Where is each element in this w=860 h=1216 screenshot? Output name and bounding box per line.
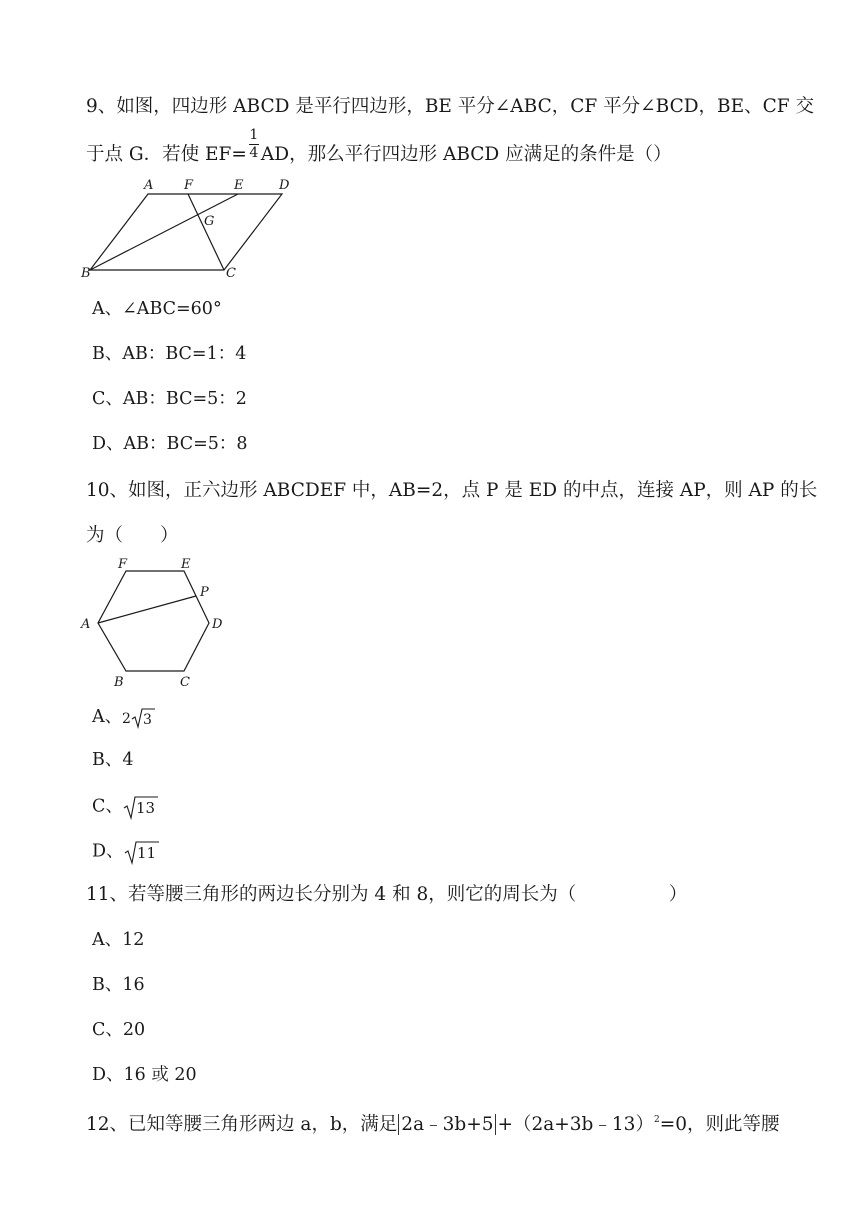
- q10-option-d-radical: [124, 839, 160, 865]
- q10-hexagon-ABCDEF: [98, 571, 209, 671]
- q10-option-d: [92, 839, 160, 865]
- q10-label-B: B: [114, 675, 124, 690]
- q10-option-a: [92, 705, 156, 730]
- q10-label-A: A: [81, 617, 91, 632]
- q9-label-F: F: [184, 178, 194, 193]
- q12-stem-end: =0，则此等腰: [659, 1114, 780, 1135]
- q9-label-C: C: [226, 266, 236, 280]
- q10-hexagon-figure: [76, 552, 236, 694]
- svg-text:2: 2: [122, 710, 132, 727]
- q11-stem: 11、若等腰三角形的两边长分别为 4 和 8，则它的周长为（ ）: [86, 884, 688, 905]
- q10-segment-AP: [98, 596, 196, 623]
- q11-option-a: A、12: [92, 930, 145, 950]
- q10-option-a-radical: [122, 706, 156, 730]
- q10-option-d-prefix: D、: [92, 841, 124, 862]
- q9-fraction-one-quarter: [248, 127, 260, 167]
- q12-stem-middle: +（2a+3b﹣13）: [497, 1114, 654, 1135]
- q11-option-c: C、20: [92, 1020, 146, 1040]
- q9-label-E: E: [234, 178, 244, 193]
- q10-label-D: D: [212, 617, 223, 632]
- q10-option-b: [92, 748, 134, 772]
- q11-option-d: D、16 或 20: [92, 1065, 197, 1085]
- q12-stem-line1: [86, 1108, 779, 1137]
- q9-label-D: D: [279, 178, 290, 193]
- q9-parallelogram-ABCD: [90, 194, 282, 270]
- q9-fraction-denominator: 4: [249, 145, 259, 161]
- q9-option-c: C、AB：BC=5：2: [92, 389, 247, 409]
- q9-option-a: A、∠ABC=60°: [92, 299, 222, 319]
- q11-option-b: B、16: [92, 975, 145, 995]
- q9-stem-line2: [86, 127, 672, 167]
- q9-fraction-numerator: 1: [249, 127, 259, 143]
- q10-option-c-radical: [123, 794, 159, 820]
- q12-absolute-value: 2a﹣3b+5: [398, 1114, 496, 1135]
- q10-label-E: E: [181, 557, 191, 572]
- q10-stem-line2: 为（ ）: [86, 525, 179, 546]
- q10-label-F: F: [118, 557, 128, 572]
- q10-option-b-prefix: B、: [92, 750, 123, 770]
- q9-option-b: B、AB：BC=1：4: [92, 344, 247, 364]
- q12-exponent: 2: [653, 1115, 660, 1125]
- q9-stem-line1: 9、如图，四边形 ABCD 是平行四边形，BE 平分∠ABC，CF 平分∠BCD，BE、CF 交: [86, 96, 815, 117]
- q10-option-c: [92, 794, 159, 820]
- q9-label-A: A: [144, 178, 154, 193]
- svg-text:11: 11: [136, 844, 156, 862]
- q12-stem-start: 12、已知等腰三角形两边 a，b，满足: [86, 1114, 398, 1135]
- q9-stem-line2-start: 于点 G．若使 EF=: [86, 144, 247, 165]
- svg-text:3: 3: [143, 711, 153, 728]
- q10-option-a-prefix: A、: [92, 707, 123, 727]
- q9-stem-line2-end: AD，那么平行四边形 ABCD 应满足的条件是（）: [260, 144, 672, 165]
- q9-parallelogram-figure: [76, 174, 296, 280]
- svg-text:13: 13: [135, 799, 155, 817]
- q9-label-B: B: [81, 266, 91, 280]
- q9-option-d: D、AB：BC=5：8: [92, 434, 248, 454]
- q10-label-C: C: [180, 675, 190, 690]
- q10-label-P: P: [200, 585, 209, 600]
- q10-stem-line1: 10、如图，正六边形 ABCDEF 中，AB=2，点 P 是 ED 的中点，连接 AP，则 AP 的长: [86, 480, 818, 501]
- q9-label-G: G: [204, 214, 215, 229]
- q10-option-b-value: 4: [122, 750, 134, 770]
- q10-option-c-prefix: C、: [92, 796, 123, 817]
- q9-segment-BE: [90, 194, 238, 270]
- q9-segment-CF: [188, 194, 224, 270]
